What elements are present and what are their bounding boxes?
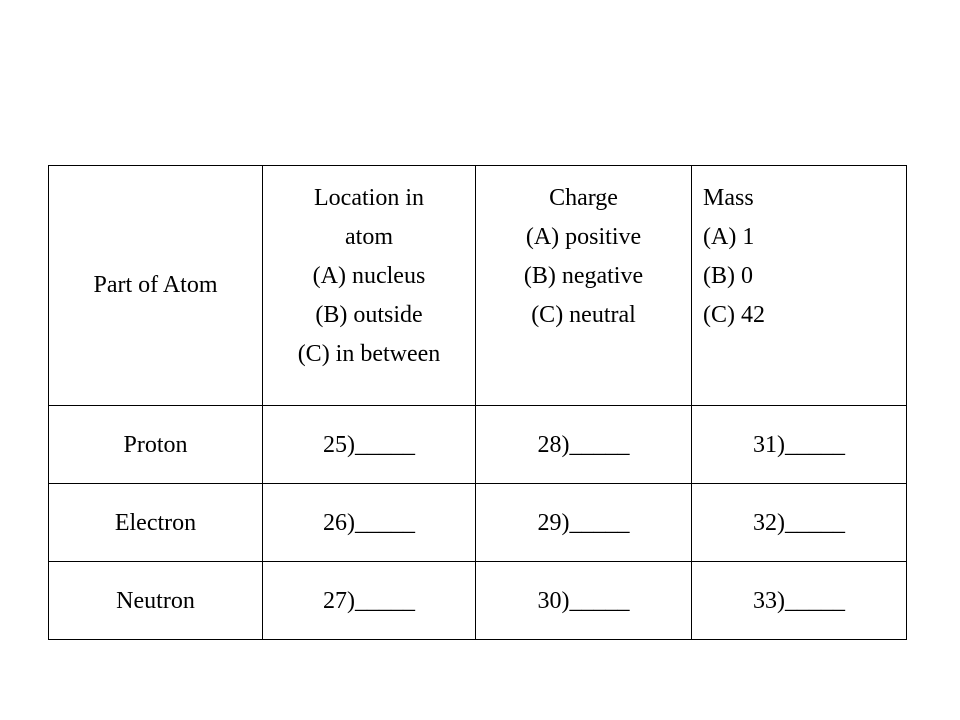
header-mass-option: (A) 1	[703, 224, 755, 250]
header-charge-option: (B) negative	[523, 263, 644, 289]
table-row	[49, 484, 907, 562]
answer-blank-charge[interactable]: 29)_____	[476, 484, 692, 562]
header-part-of-atom: Part of Atom	[49, 166, 263, 406]
header-location-option: (A) nucleus	[312, 263, 426, 289]
table-header-row	[49, 166, 907, 406]
answer-blank-location[interactable]: 25)_____	[263, 406, 476, 484]
header-charge-option: (A) positive	[525, 224, 642, 250]
answer-blank-location[interactable]: 27)_____	[263, 562, 476, 640]
header-location	[263, 166, 476, 406]
answer-blank-location[interactable]: 26)_____	[263, 484, 476, 562]
answer-blank-mass[interactable]: 32)_____	[692, 484, 907, 562]
atom-parts-table	[48, 165, 907, 640]
answer-blank-charge[interactable]: 28)_____	[476, 406, 692, 484]
header-location-option: (B) outside	[315, 302, 423, 328]
table-row	[49, 562, 907, 640]
answer-blank-mass[interactable]: 31)_____	[692, 406, 907, 484]
table-row	[49, 406, 907, 484]
row-part-name: Neutron	[49, 562, 263, 640]
header-charge-option: (C) neutral	[531, 302, 636, 328]
header-mass-option: (B) 0	[703, 263, 753, 289]
answer-blank-mass[interactable]: 33)_____	[692, 562, 907, 640]
header-location-option: (C) in between	[297, 341, 441, 367]
header-location-line: atom	[345, 224, 393, 250]
header-mass-option: (C) 42	[703, 302, 765, 328]
header-location-line: Location in	[314, 185, 424, 211]
header-mass	[692, 166, 907, 406]
row-part-name: Electron	[49, 484, 263, 562]
header-charge-title: Charge	[549, 185, 618, 211]
row-part-name: Proton	[49, 406, 263, 484]
header-mass-title: Mass	[703, 185, 754, 211]
header-charge	[476, 166, 692, 406]
answer-blank-charge[interactable]: 30)_____	[476, 562, 692, 640]
